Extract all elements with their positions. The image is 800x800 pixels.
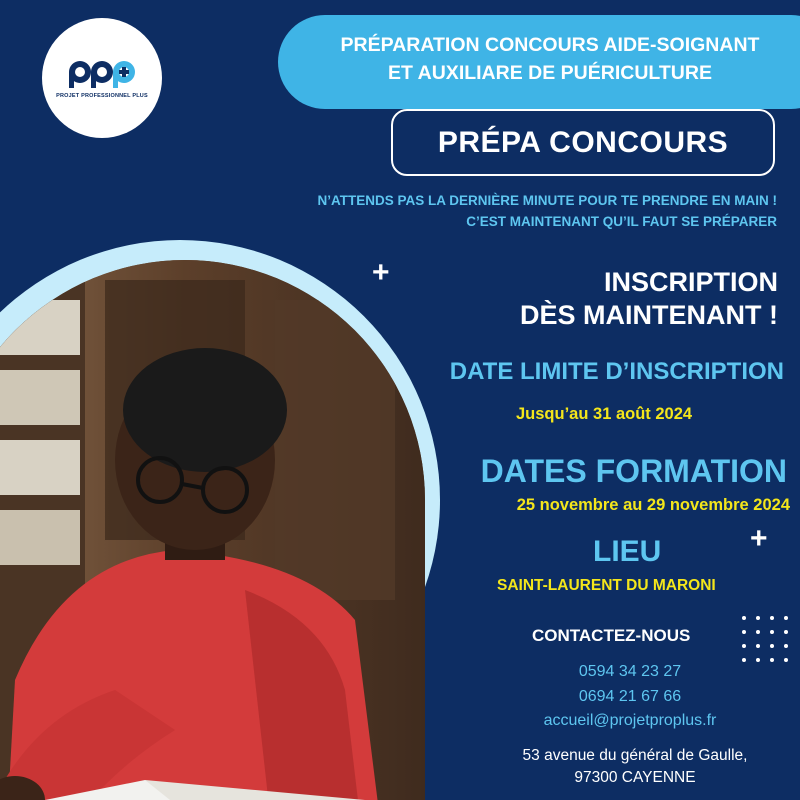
deadline-value: Jusqu’au 31 août 2024 [516,405,693,423]
address [495,745,775,789]
plus-icon: + [750,522,768,555]
dot-grid-decoration [742,616,794,676]
logo [42,18,162,138]
student-photo [0,256,425,800]
inscription-heading [438,266,778,332]
motto [217,190,777,232]
deadline-label: DATE LIMITE D’INSCRIPTION [449,358,784,385]
student-illustration [0,256,425,800]
ppp-logo-icon [66,57,138,91]
motto-line2: C’EST MAINTENANT QU’IL FAUT SE PRÉPARER [466,214,777,229]
formation-dates-value: 25 novembre au 29 novembre 2024 [516,496,790,514]
header-title-line2: ET AUXILIARE DE PUÉRICULTURE [388,62,712,84]
contact-heading: CONTACTEZ-NOUS [532,626,691,645]
contact-email-link[interactable]: accueil@projetproplus.fr [543,712,717,729]
location-value: SAINT-LAURENT DU MARONI [497,577,716,594]
inscription-line2: DÈS MAINTENANT ! [520,300,778,330]
prepa-concours-box: PRÉPA CONCOURS [391,109,775,176]
logo-tagline: PROJET PROFESSIONNEL PLUS [56,93,148,99]
header-title [290,31,800,87]
inscription-line1: INSCRIPTION [603,267,778,297]
location-label: LIEU [593,535,662,568]
contact-phone-1[interactable]: 0594 34 23 27 [578,663,682,680]
header-title-line1: PRÉPARATION CONCOURS AIDE-SOIGNANT [340,34,760,56]
formation-dates-label: DATES FORMATION [480,453,787,489]
address-line2: 97300 CAYENNE [574,769,696,786]
plus-icon: + [372,256,390,289]
motto-line1: N’ATTENDS PAS LA DERNIÈRE MINUTE POUR TE PRENDRE EN MAIN ! [317,193,777,208]
contact-phone-2[interactable]: 0694 21 67 66 [578,688,682,705]
address-line1: 53 avenue du général de Gaulle, [522,747,748,764]
